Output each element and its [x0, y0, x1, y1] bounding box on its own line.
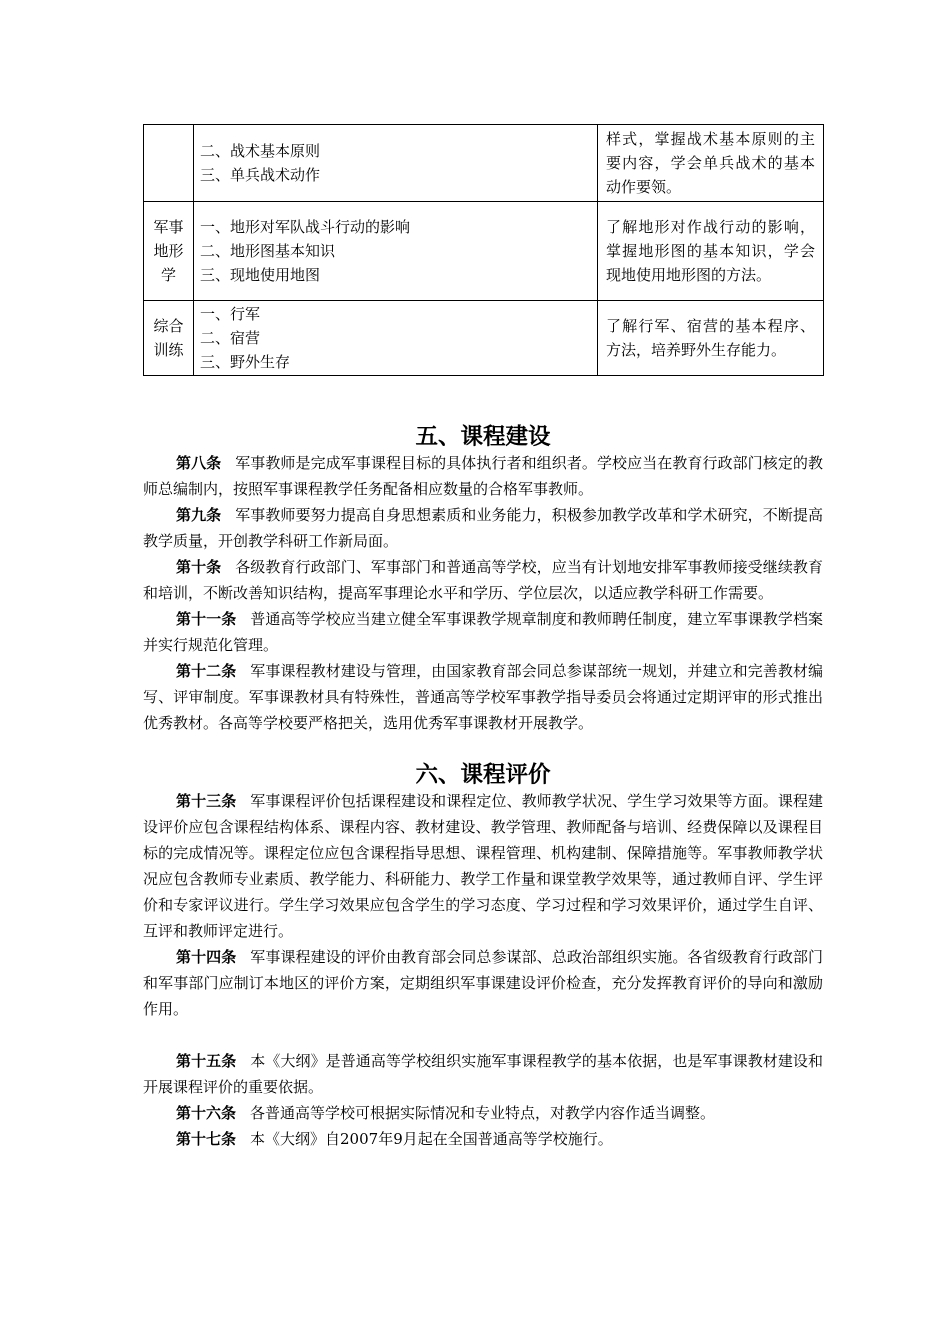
article-label: 第十六条 — [176, 1104, 237, 1122]
article-paragraph — [143, 658, 823, 736]
curriculum-table — [143, 124, 824, 376]
article-text: 本《大纲》是普通高等学校组织实施军事课程教学的基本依据，也是军事课教材建设和开展课程评价的重要依据。 — [143, 1052, 823, 1096]
article-label: 第十五条 — [176, 1052, 237, 1070]
category-line: 军事 — [153, 218, 184, 236]
objective-cell: 样式，掌握战术基本原则的主要内容，学会单兵战术的基本动作要领。 — [598, 125, 824, 202]
content-line: 三、现地使用地图 — [200, 266, 321, 284]
objective-cell: 了解地形对作战行动的影响，掌握地形图的基本知识，学会现地使用地形图的方法。 — [598, 202, 824, 301]
content-line: 二、宿营 — [200, 329, 261, 347]
article-text: 普通高等学校应当建立健全军事课教学规章制度和教师聘任制度，建立军事课教学档案并实行规范化管理。 — [143, 610, 823, 654]
spacer — [143, 736, 823, 762]
content-line: 二、地形图基本知识 — [200, 242, 336, 260]
article-paragraph — [143, 1048, 823, 1100]
article-label: 第八条 — [176, 454, 222, 472]
article-paragraph — [143, 502, 823, 554]
article-text: 本《大纲》自2007年9月起在全国普通高等学校施行。 — [250, 1130, 613, 1148]
article-text: 各普通高等学校可根据实际情况和专业特点，对教学内容作适当调整。 — [250, 1104, 716, 1122]
article-paragraph — [143, 1100, 823, 1126]
category-cell — [144, 202, 194, 301]
content-line: 一、地形对军队战斗行动的影响 — [200, 218, 411, 236]
article-text: 军事教师是完成军事课程目标的具体执行者和组织者。学校应当在教育行政部门核定的教师总编制内，按照军事课程教学任务配备相应数量的合格军事教师。 — [143, 454, 823, 498]
objective-cell: 了解行军、宿营的基本程序、方法，培养野外生存能力。 — [598, 301, 824, 376]
article-paragraph — [143, 554, 823, 606]
table-row — [144, 301, 824, 376]
article-text: 各级教育行政部门、军事部门和普通高等学校，应当有计划地安排军事教师接受继续教育和培训，不断改善知识结构，提高军事理论水平和学历、学位层次，以适应教学科研工作需要。 — [143, 558, 823, 602]
category-line: 训练 — [153, 341, 184, 359]
section-title: 五、课程建设 — [415, 424, 551, 450]
article-paragraph — [143, 944, 823, 1022]
article-label: 第十条 — [176, 558, 222, 576]
category-cell — [144, 301, 194, 376]
spacer — [143, 1022, 823, 1048]
article-label: 第十四条 — [176, 948, 237, 966]
category-cell — [144, 125, 194, 202]
category-line: 地形 — [153, 242, 184, 260]
article-paragraph — [143, 788, 823, 944]
table-row — [144, 202, 824, 301]
table-row — [144, 125, 824, 202]
article-label: 第十一条 — [176, 610, 237, 628]
category-line: 综合 — [153, 317, 184, 335]
content-cell — [194, 202, 598, 301]
content-cell — [194, 301, 598, 376]
category-line: 学 — [160, 266, 176, 284]
content-line: 二、战术基本原则 — [200, 142, 321, 160]
article-label: 第九条 — [176, 506, 222, 524]
content-line: 三、单兵战术动作 — [200, 166, 321, 184]
section-title: 六、课程评价 — [415, 762, 551, 788]
document-body — [143, 424, 823, 1152]
article-paragraph — [143, 450, 823, 502]
content-line: 一、行军 — [200, 305, 261, 323]
article-label: 第十二条 — [176, 662, 237, 680]
article-label: 第十三条 — [176, 792, 237, 810]
content-cell — [194, 125, 598, 202]
article-text: 军事课程教材建设与管理，由国家教育部会同总参谋部统一规划，并建立和完善教材编写、评审制度。军事课教材具有特殊性，普通高等学校军事教学指导委员会将通过定期评审的形式推出优秀教材。各高等学校要严格把关，选用优秀军事课教材开展教学。 — [143, 662, 823, 732]
article-text: 军事教师要努力提高自身思想素质和业务能力，积极参加教学改革和学术研究，不断提高教学质量，开创教学科研工作新局面。 — [143, 506, 823, 550]
article-text: 军事课程建设的评价由教育部会同总参谋部、总政治部组织实施。各省级教育行政部门和军事部门应制订本地区的评价方案，定期组织军事课建设评价检查，充分发挥教育评价的导向和激励作用。 — [143, 948, 823, 1018]
article-label: 第十七条 — [176, 1130, 237, 1148]
article-paragraph — [143, 1126, 823, 1152]
content-line: 三、野外生存 — [200, 353, 291, 371]
article-paragraph — [143, 606, 823, 658]
article-text: 军事课程评价包括课程建设和课程定位、教师教学状况、学生学习效果等方面。课程建设评价应包含课程结构体系、课程内容、教材建设、教学管理、教师配备与培训、经费保障以及课程目标的完成情况等。课程定位应包含课程指导思想、课程管理、机构建制、保障措施等。军事教师教学状况应包含教师专业素质、教学能力、科研能力、教学工作量和课堂教学效果等，通过教师自评、学生评价和专家评议进行。学生学习效果应包含学生的学习态度、学习过程和学习效果评价，通过学生自评、互评和教师评定进行。 — [143, 792, 823, 940]
